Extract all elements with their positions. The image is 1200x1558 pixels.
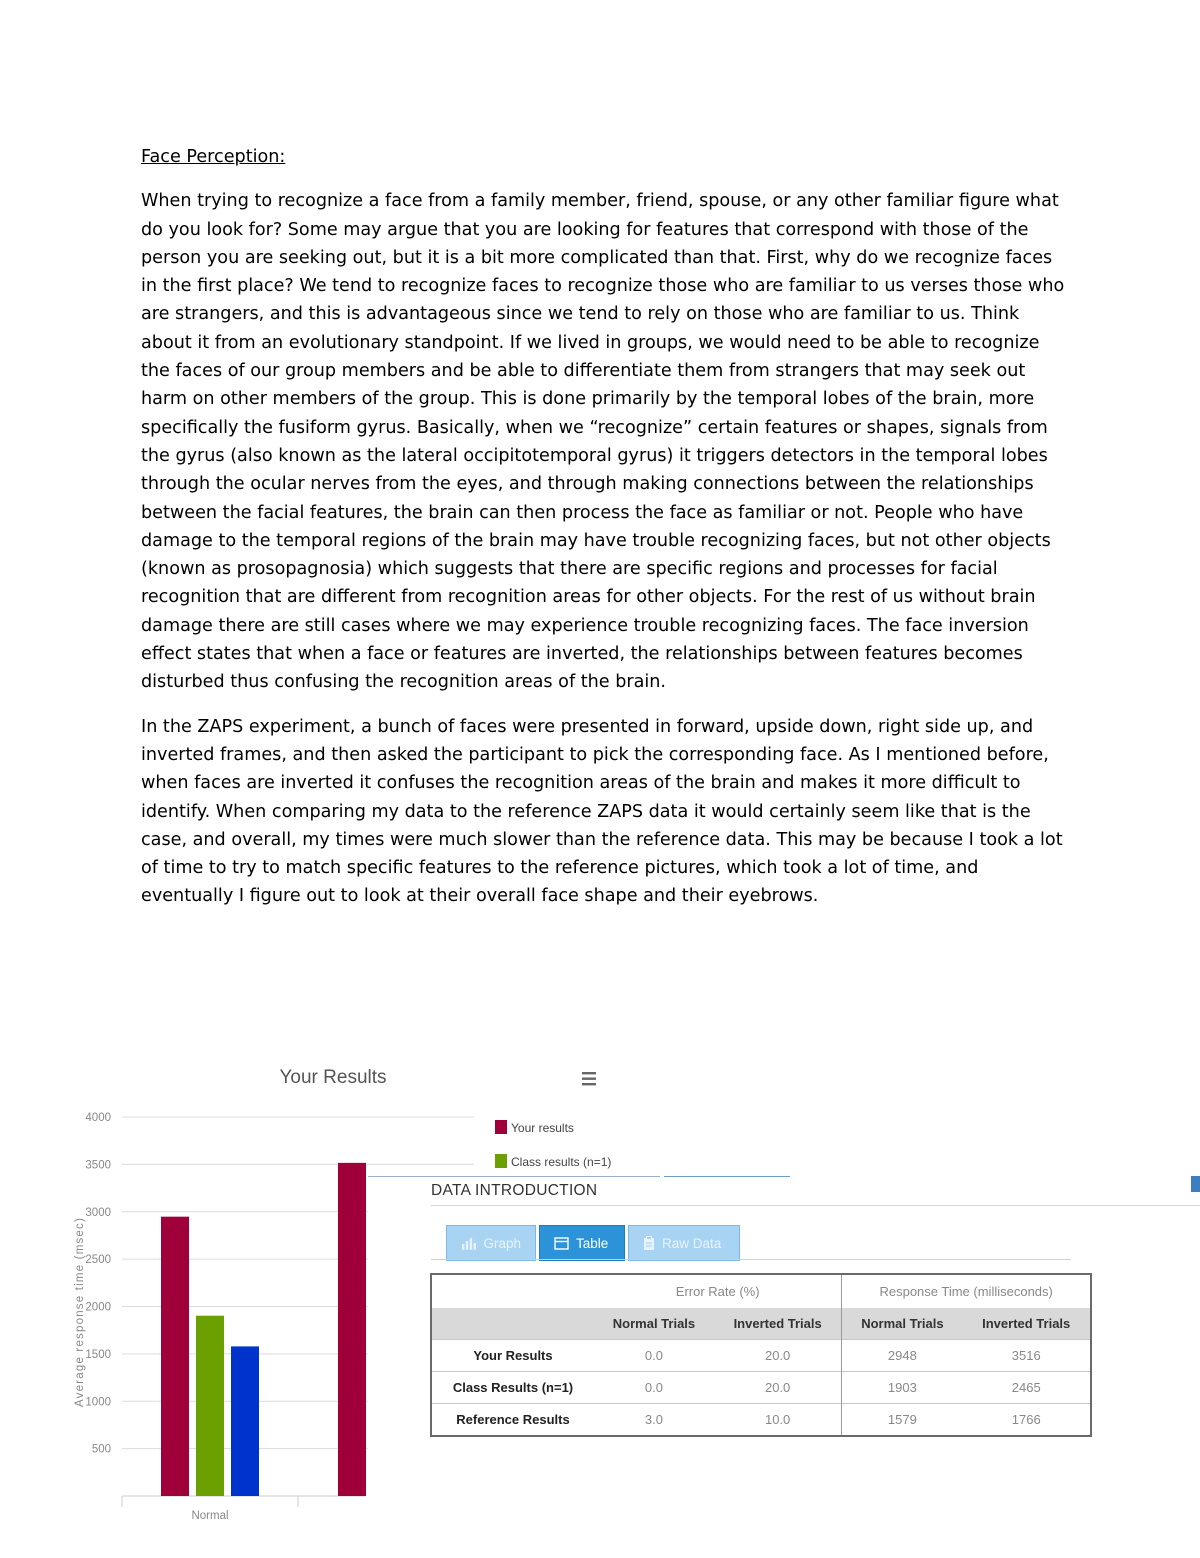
tab-table[interactable] [539, 1225, 625, 1261]
y-tick-label: 3500 [85, 1159, 111, 1172]
row-label-reference-results: Reference Results [456, 1412, 570, 1427]
scrollbar-thumb[interactable] [1191, 1176, 1200, 1192]
table-header-blank [431, 1308, 594, 1340]
table-corner-cell [431, 1274, 594, 1308]
tab-table-label: Table [576, 1235, 609, 1251]
paragraph-face-perception: When trying to recognize a face from a family member, friend, spouse, or any other familiar figure what do you look for? Some may argue that you are looking for features that correspond with those of the person you are seeking out, but it is a bit more complicated than that. First, why do we recognize faces in the first place? We tend to recognize faces to recognize those who are familiar to us verses those who are strangers, and this is advantageous since we tend to rely on those who are familiar to us. Think about it from an evolutionary standpoint. If we lived in groups, we would need to be able to recognize the faces of our group members and be able to differentiate them from strangers that may seek out harm on other members of the group. This is done primarily by the temporal lobes of the brain, more specifically the fusiform gyrus. Basically, when we “recognize” certain features or shapes, signals from the gyrus (also known as the lateral occipitotemporal gyrus) it triggers detectors in the temporal lobes through the ocular nerves from the eyes, and through making connections between the relationships between the facial features, the brain can then process the face as familiar or not. People who have damage to the temporal regions of the brain may have trouble recognizing faces, but not other objects (known as prosopagnosia) which suggests that there are specific regions and processes for facial recognition that are different from recognition areas for other objects. For the rest of us without brain damage there are still cases where we may experience trouble recognizing faces. The face inversion effect states that when a face or features are inverted, the relationships between features becomes disturbed thus confusing the recognition areas of the brain. [141, 191, 1065, 693]
table-cell: 10.0 [764, 1412, 791, 1427]
column-header-time-normal: Normal Trials [842, 1308, 963, 1340]
results-table [430, 1273, 1092, 1437]
bar-series0-cat0[interactable] [161, 1217, 189, 1496]
bar-chart-icon [461, 1237, 476, 1250]
tab-raw-data-label: Raw Data [662, 1235, 722, 1251]
table-cell: 20.0 [764, 1380, 791, 1395]
panel-top-rule-left [368, 1176, 660, 1177]
legend-label-class-results[interactable]: Class results (n=1) [511, 1155, 612, 1169]
table-cell: 1766 [1011, 1412, 1041, 1427]
data-introduction-panel [368, 1170, 1200, 1553]
table-cell: 3516 [1011, 1348, 1041, 1363]
table-cell: 2465 [1011, 1380, 1041, 1395]
table-icon [554, 1237, 569, 1250]
tab-graph-label: Graph [483, 1235, 521, 1251]
column-header-time-inverted: Inverted Trials [962, 1308, 1091, 1340]
y-tick-label: 1500 [85, 1348, 111, 1361]
bar-series0-cat1[interactable] [338, 1163, 366, 1496]
chart-title: Your Results [279, 1067, 387, 1088]
table-cell: 1579 [842, 1404, 963, 1437]
table-cell: 0.0 [644, 1348, 663, 1363]
legend [495, 1120, 611, 1169]
table-cell: 2948 [842, 1340, 963, 1372]
row-label-class-results: Class Results (n=1) [452, 1380, 574, 1395]
document-title: Face Perception: [141, 147, 286, 167]
panel-top-rule-right [664, 1176, 790, 1177]
bar-series2-cat0[interactable] [231, 1346, 259, 1496]
y-tick-label: 2500 [85, 1254, 111, 1267]
table-row [431, 1404, 1091, 1437]
table-row [431, 1340, 1091, 1372]
y-tick-label: 1000 [85, 1396, 111, 1409]
panel-title-rule [431, 1205, 1200, 1206]
group-header-response-time: Response Time (milliseconds) [842, 1274, 1091, 1308]
legend-swatch-class-results [495, 1154, 507, 1168]
panel-title: DATA INTRODUCTION [431, 1182, 598, 1199]
table-cell: 1903 [842, 1372, 963, 1404]
group-header-error-rate: Error Rate (%) [675, 1284, 760, 1299]
table-cell: 0.0 [644, 1380, 663, 1395]
table-cell: 3.0 [644, 1412, 663, 1427]
table-cell: 20.0 [764, 1348, 791, 1363]
column-header-error-normal: Normal Trials [594, 1308, 714, 1340]
view-tabs [446, 1225, 740, 1261]
y-tick-label: 4000 [85, 1112, 111, 1124]
table-column-header-row [431, 1308, 1091, 1340]
tab-raw-data[interactable] [628, 1225, 740, 1261]
table-group-header-row [431, 1274, 1091, 1308]
legend-label-your-results[interactable]: Your results [511, 1121, 574, 1135]
y-tick-label: 500 [91, 1443, 111, 1456]
paragraph-zaps-experiment: In the ZAPS experiment, a bunch of faces were presented in forward, upside down, right side up, and inverted frames, and then asked the participant to pick the corresponding face. As I mentioned before, when faces are inverted it confuses the recognition areas of the brain and makes it more difficult to identify. When comparing my data to the reference ZAPS data it would certainly seem like that is the case, and overall, my times were much slower than the reference data. This may be because I took a lot of time to try to match specific features to the reference pictures, which took a lot of time, and eventually I figure out to look at their overall face shape and their eyebrows. [141, 716, 1063, 907]
row-label-your-results: Your Results [473, 1348, 553, 1363]
column-header-error-inverted: Inverted Trials [714, 1308, 842, 1340]
table-row [431, 1372, 1091, 1404]
x-tick-label-normal: Normal [191, 1510, 229, 1522]
document-body [141, 143, 1066, 927]
legend-swatch-your-results [495, 1120, 507, 1134]
hamburger-menu-icon[interactable] [582, 1072, 596, 1085]
y-tick-label: 2000 [85, 1301, 111, 1314]
bar-series1-cat0[interactable] [196, 1316, 224, 1496]
clipboard-icon [643, 1236, 655, 1251]
tab-graph[interactable] [446, 1225, 536, 1261]
y-axis-label: Average response time (msec) [74, 1217, 86, 1407]
tabs-rule [431, 1259, 1071, 1260]
y-tick-label: 3000 [85, 1206, 111, 1219]
